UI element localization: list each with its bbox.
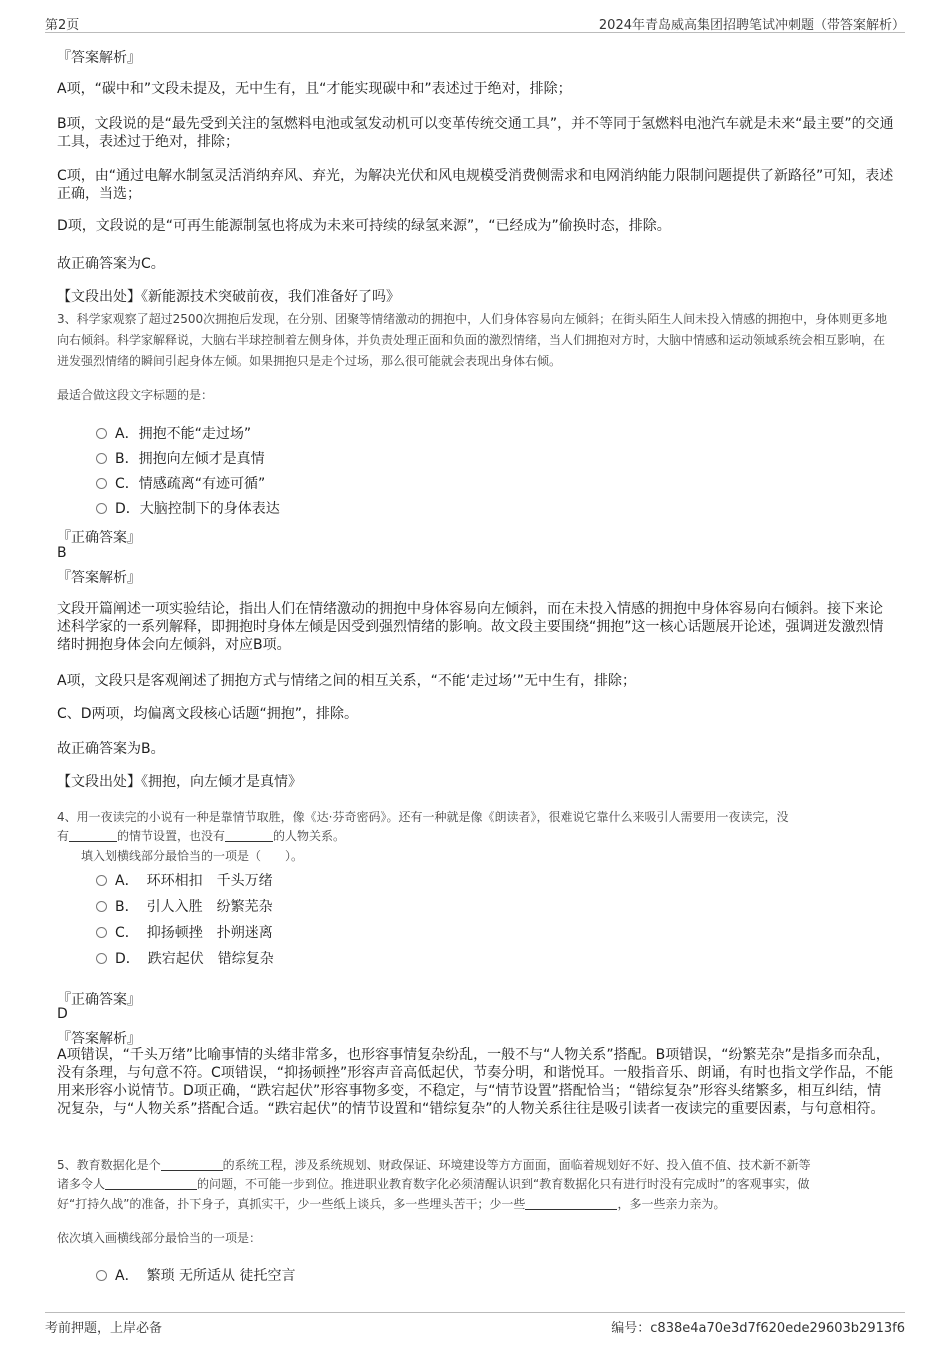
page-header xyxy=(45,12,905,33)
option-letter: D． xyxy=(115,501,140,517)
radio-icon[interactable] xyxy=(96,428,107,439)
q4-option-a[interactable] xyxy=(96,870,273,890)
q5-stem-part: 好“打持久战”的准备，扑下身子，真抓实干，少一些纸上谈兵，多一些埋头苦干；少一些 xyxy=(57,1197,526,1211)
option-letter: C． xyxy=(115,925,139,941)
q5-stem-line1 xyxy=(57,1156,897,1173)
q3-source: 【文段出处】《拥抱，向左倾才是真情》 xyxy=(57,774,302,790)
option-text: 环环相扣 千头万绪 xyxy=(146,873,273,889)
radio-icon[interactable] xyxy=(96,927,107,938)
q3-option-b[interactable] xyxy=(96,448,265,468)
radio-icon[interactable] xyxy=(96,503,107,514)
document-code xyxy=(611,1317,905,1336)
option-letter: B． xyxy=(115,451,139,467)
q3-option-c[interactable] xyxy=(96,473,265,493)
option-letter: C． xyxy=(115,476,139,492)
option-letter: B． xyxy=(115,899,139,915)
q2-analysis-b: B项，文段说的是“最先受到关注的氢燃料电池或氢发动机可以变革传统交通工具”，并不等同于氢燃料电池汽车就是未来“最主要”的交通工具，表述过于绝对，排除； xyxy=(57,116,894,150)
q3-analysis-label: 『答案解析』 xyxy=(57,570,141,586)
radio-icon[interactable] xyxy=(96,478,107,489)
fill-blank xyxy=(525,1197,617,1210)
q3-analysis-cd: C、D两项，均偏离文段核心话题“拥抱”，排除。 xyxy=(57,706,359,722)
option-text: 引人入胜 纷繁芜杂 xyxy=(146,899,273,915)
option-text: 繁琐 无所适从 徒托空言 xyxy=(146,1268,296,1284)
q3-stem: 3、科学家观察了超过2500次拥抱后发现，在分别、团聚等情绪激动的拥抱中，人们身体容易向左倾斜；在街头陌生人间未投入情感的拥抱中，身体则更多地向右倾斜。科学家解释说，大脑右半球控制着左侧身体，并负责处理正面和负面的激烈情绪，当人们拥抱对方时，大脑中情感和运动领域系统会相互影响，在迸发强烈情绪的瞬间引起身体左倾。如果拥抱只是走个过场，那么很可能就会表现出身体右倾。 xyxy=(57,312,888,368)
q4-stem-line1: 4、用一夜读完的小说有一种是靠情节取胜，像《达·芬奇密码》。还有一种就是像《朗读者》，很难说它靠什么来吸引人需要用一夜读完，没 xyxy=(57,810,789,824)
q4-analysis: A项错误，“千头万绪”比喻事情的头绪非常多，也形容事情复杂纷乱，一般不与“人物关系”搭配。B项错误，“纷繁芜杂”是指多而杂乱，没有条理，与句意不符。C项错误，“抑扬顿挫”形容声音高低起伏，节奏分明，和谐悦耳。一般指音乐、朗诵，有时也指文学作品，不能用来形容小说情节。D项正确，“跌宕起伏”形容事物多变，不稳定，与“情节设置”搭配恰当；“错综复杂”形容头绪繁多，相互纠结，情况复杂，与“人物关系”搭配合适。“跌宕起伏”的情节设置和“错综复杂”的人物关系往往是吸引读者一夜读完的重要因素，与句意相符。 xyxy=(57,1047,894,1117)
q2-source: 【文段出处】《新能源技术突破前夜，我们准备好了吗》 xyxy=(57,289,400,305)
q5-stem-part: 5、教育数据化是个 xyxy=(57,1158,161,1172)
q3-option-d[interactable] xyxy=(96,498,280,518)
q5-stem-part: 的问题，不可能一步到位。推进职业教育数字化必须清醒认识到“教育数据化只有进行时没有完成时”的客观事实，做 xyxy=(197,1177,810,1191)
q3-prompt: 最适合做这段文字标题的是： xyxy=(57,388,214,402)
option-letter: D． xyxy=(115,951,140,967)
fill-blank xyxy=(105,1177,197,1190)
q5-stem-line2 xyxy=(57,1175,897,1192)
q5-stem-part: 诸多令人 xyxy=(57,1177,106,1191)
code-label: 编号： xyxy=(611,1321,651,1336)
q4-option-b[interactable] xyxy=(96,896,273,916)
q2-analysis-label: 『答案解析』 xyxy=(57,50,141,66)
q5-stem-line3 xyxy=(57,1195,897,1212)
option-text: 情感疏离“有迹可循” xyxy=(138,476,266,492)
q2-analysis-d: D项，文段说的是“可再生能源制氢也将成为未来可持续的绿氢来源”，“已经成为”偷换时态，排除。 xyxy=(57,218,671,234)
option-text: 拥抱向左倾才是真情 xyxy=(138,451,265,467)
option-text: 拥抱不能“走过场” xyxy=(138,426,252,442)
q4-analysis-label: 『答案解析』 xyxy=(57,1031,141,1047)
q3-analysis-main: 文段开篇阐述一项实验结论，指出人们在情绪激动的拥抱中身体容易向左倾斜，而在未投入情感的拥抱中身体容易向右倾斜。接下来论述科学家的一系列解释，即拥抱时身体左倾是因受到强烈情绪的影响。故文段主要围绕“拥抱”这一核心话题展开论述，强调迸发激烈情绪时拥抱身体会向左倾斜，对应B项。 xyxy=(57,601,884,653)
q5-stem-part: ，多一些亲力亲为。 xyxy=(617,1197,726,1211)
q2-conclusion: 故正确答案为C。 xyxy=(57,256,165,272)
page-footer xyxy=(45,1312,905,1335)
radio-icon[interactable] xyxy=(96,953,107,964)
fill-blank xyxy=(69,829,117,842)
code-value: c838e4a70e3d7f620ede29603b2913f6 xyxy=(650,1321,905,1336)
q2-analysis-c: C项，由“通过电解水制氢灵活消纳弃风、弃光，为解决光伏和风电规模受消费侧需求和电网消纳能力限制问题提供了新路径”可知，表述正确，当选； xyxy=(57,168,894,202)
q3-conclusion: 故正确答案为B。 xyxy=(57,741,165,757)
page-number: 第2页 xyxy=(45,18,80,33)
document-title: 2024年青岛威高集团招聘笔试冲刺题（带答案解析） xyxy=(598,18,905,33)
q4-answer: D xyxy=(57,1006,68,1022)
option-text: 抑扬顿挫 扑朔迷离 xyxy=(146,925,273,941)
q2-analysis-a: A项，“碳中和”文段未提及，无中生有，且“才能实现碳中和”表述过于绝对，排除； xyxy=(57,81,572,97)
q5-stem-part: 的系统工程，涉及系统规划、财政保证、环境建设等方方面面，面临着规划好不好、投入值不值、技术新不新等 xyxy=(222,1158,811,1172)
q4-stem-part: 的情节设置，也没有 xyxy=(117,829,226,843)
q4-option-d[interactable] xyxy=(96,948,274,968)
footer-slogan: 考前押题，上岸必备 xyxy=(45,1321,163,1336)
option-letter: A． xyxy=(115,873,139,889)
radio-icon[interactable] xyxy=(96,453,107,464)
q3-answer: B xyxy=(57,545,67,561)
option-letter: A． xyxy=(115,426,139,442)
q4-stem-line2 xyxy=(57,827,897,844)
option-letter: A． xyxy=(115,1268,139,1284)
q4-stem-part: 有 xyxy=(57,829,70,843)
option-text: 大脑控制下的身体表达 xyxy=(139,501,280,517)
q4-prompt: 填入划横线部分最恰当的一项是（ ）。 xyxy=(81,849,304,863)
q4-correct-label: 『正确答案』 xyxy=(57,992,141,1008)
radio-icon[interactable] xyxy=(96,875,107,886)
radio-icon[interactable] xyxy=(96,1270,107,1281)
q3-option-a[interactable] xyxy=(96,423,251,443)
option-text: 跌宕起伏 错综复杂 xyxy=(147,951,274,967)
q4-stem-part: 的人物关系。 xyxy=(273,829,346,843)
radio-icon[interactable] xyxy=(96,901,107,912)
fill-blank xyxy=(225,829,273,842)
q5-option-a[interactable] xyxy=(96,1265,295,1285)
q3-analysis-a: A项，文段只是客观阐述了拥抱方式与情绪之间的相互关系，“不能‘走过场’”无中生有，排除； xyxy=(57,673,636,689)
q5-prompt: 依次填入画横线部分最恰当的一项是： xyxy=(57,1231,262,1245)
fill-blank xyxy=(161,1158,223,1171)
q4-option-c[interactable] xyxy=(96,922,273,942)
q3-correct-label: 『正确答案』 xyxy=(57,530,141,546)
